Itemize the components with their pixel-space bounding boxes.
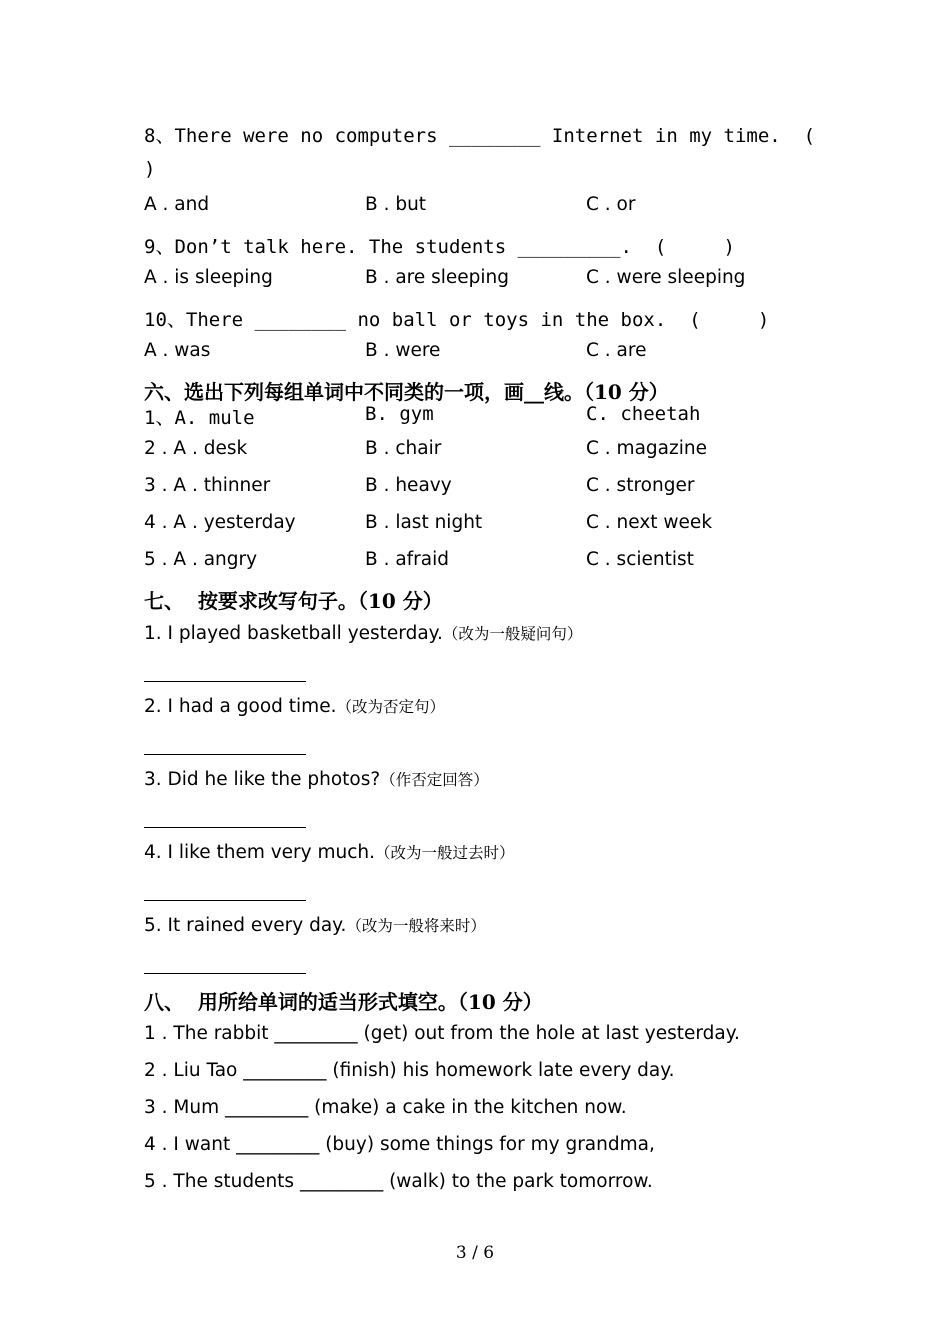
section-6-row-4 bbox=[144, 512, 844, 538]
rewrite-sentence: 3. Did he like the photos? bbox=[144, 769, 381, 790]
rewrite-sentence: 5. It rained every day. bbox=[144, 915, 347, 936]
section-6-row-1 bbox=[144, 403, 844, 429]
section-6-title: 六、选出下列每组单词中不同类的一项，画__线。（10 分） bbox=[144, 380, 669, 404]
option-b: B . but bbox=[365, 194, 427, 215]
option-c: C . were sleeping bbox=[586, 267, 746, 288]
answer-line bbox=[144, 754, 306, 755]
rewrite-sentence: 4. I like them very much. bbox=[144, 842, 376, 863]
question-10: 10、There ________ no ball or toys in the box. ( ) bbox=[144, 309, 770, 331]
rewrite-sentence: 1. I played basketball yesterday. bbox=[144, 623, 443, 644]
answer-line bbox=[144, 900, 306, 901]
question-8: 8、There were no computers ________ Internet in my time. ( bbox=[144, 125, 816, 147]
option-c: C. cheetah bbox=[586, 403, 701, 425]
rewrite-item-5 bbox=[144, 914, 486, 936]
section-7-title: 七、 按要求改写句子。（10 分） bbox=[144, 589, 443, 613]
section-6-row-2 bbox=[144, 438, 844, 464]
option-c: C . next week bbox=[586, 512, 713, 533]
question-9: 9、Don’t talk here. The students _________. ( ) bbox=[144, 236, 735, 258]
rewrite-item-4 bbox=[144, 841, 515, 863]
rewrite-item-1 bbox=[144, 622, 582, 644]
option-a: 2 . A . desk bbox=[144, 438, 248, 459]
option-b: B . chair bbox=[365, 438, 442, 459]
fill-blank-item-1: 1 . The rabbit _________ (get) out from the hole at last yesterday. bbox=[144, 1023, 740, 1044]
option-b: B . were bbox=[365, 340, 441, 361]
page-number: 3 / 6 bbox=[455, 1243, 495, 1263]
question-8-continuation: ) bbox=[144, 158, 156, 180]
option-c: C . stronger bbox=[586, 475, 695, 496]
rewrite-hint: （改为否定句） bbox=[336, 698, 445, 716]
question-9-options bbox=[144, 267, 844, 293]
option-b: B . are sleeping bbox=[365, 267, 510, 288]
rewrite-sentence: 2. I had a good time. bbox=[144, 696, 337, 717]
rewrite-item-3 bbox=[144, 768, 489, 790]
question-8-options bbox=[144, 194, 844, 220]
section-8-title: 八、 用所给单词的适当形式填空。（10 分） bbox=[144, 990, 543, 1014]
rewrite-hint: （改为一般疑问句） bbox=[442, 625, 583, 643]
rewrite-hint: （作否定回答） bbox=[380, 771, 489, 789]
rewrite-item-2 bbox=[144, 695, 445, 717]
section-6-row-3 bbox=[144, 475, 844, 501]
fill-blank-item-4: 4 . I want _________ (buy) some things for my grandma, bbox=[144, 1134, 655, 1155]
rewrite-hint: （改为一般将来时） bbox=[346, 917, 486, 935]
answer-line bbox=[144, 827, 306, 828]
option-b: B . last night bbox=[365, 512, 483, 533]
fill-blank-item-5: 5 . The students _________ (walk) to the park tomorrow. bbox=[144, 1171, 653, 1192]
option-a: 5 . A . angry bbox=[144, 549, 258, 570]
option-c: C . magazine bbox=[586, 438, 707, 459]
fill-blank-item-2: 2 . Liu Tao _________ (finish) his homework late every day. bbox=[144, 1060, 675, 1081]
fill-blank-item-3: 3 . Mum _________ (make) a cake in the kitchen now. bbox=[144, 1097, 627, 1118]
option-a: A . was bbox=[144, 340, 211, 361]
option-b: B . heavy bbox=[365, 475, 452, 496]
option-a: A . is sleeping bbox=[144, 267, 273, 288]
section-6-row-5 bbox=[144, 549, 844, 575]
option-a: 3 . A . thinner bbox=[144, 475, 271, 496]
option-b: B . afraid bbox=[365, 549, 450, 570]
rewrite-hint: （改为一般过去时） bbox=[375, 844, 515, 862]
option-b: B. gym bbox=[365, 403, 434, 425]
option-a: 4 . A . yesterday bbox=[144, 512, 296, 533]
option-c: C . or bbox=[586, 194, 636, 215]
option-c: C . scientist bbox=[586, 549, 694, 570]
answer-line bbox=[144, 973, 306, 974]
option-a: A . and bbox=[144, 194, 210, 215]
question-10-options bbox=[144, 340, 844, 366]
answer-line bbox=[144, 681, 306, 682]
option-a: 1、A. mule bbox=[144, 407, 255, 429]
option-c: C . are bbox=[586, 340, 647, 361]
